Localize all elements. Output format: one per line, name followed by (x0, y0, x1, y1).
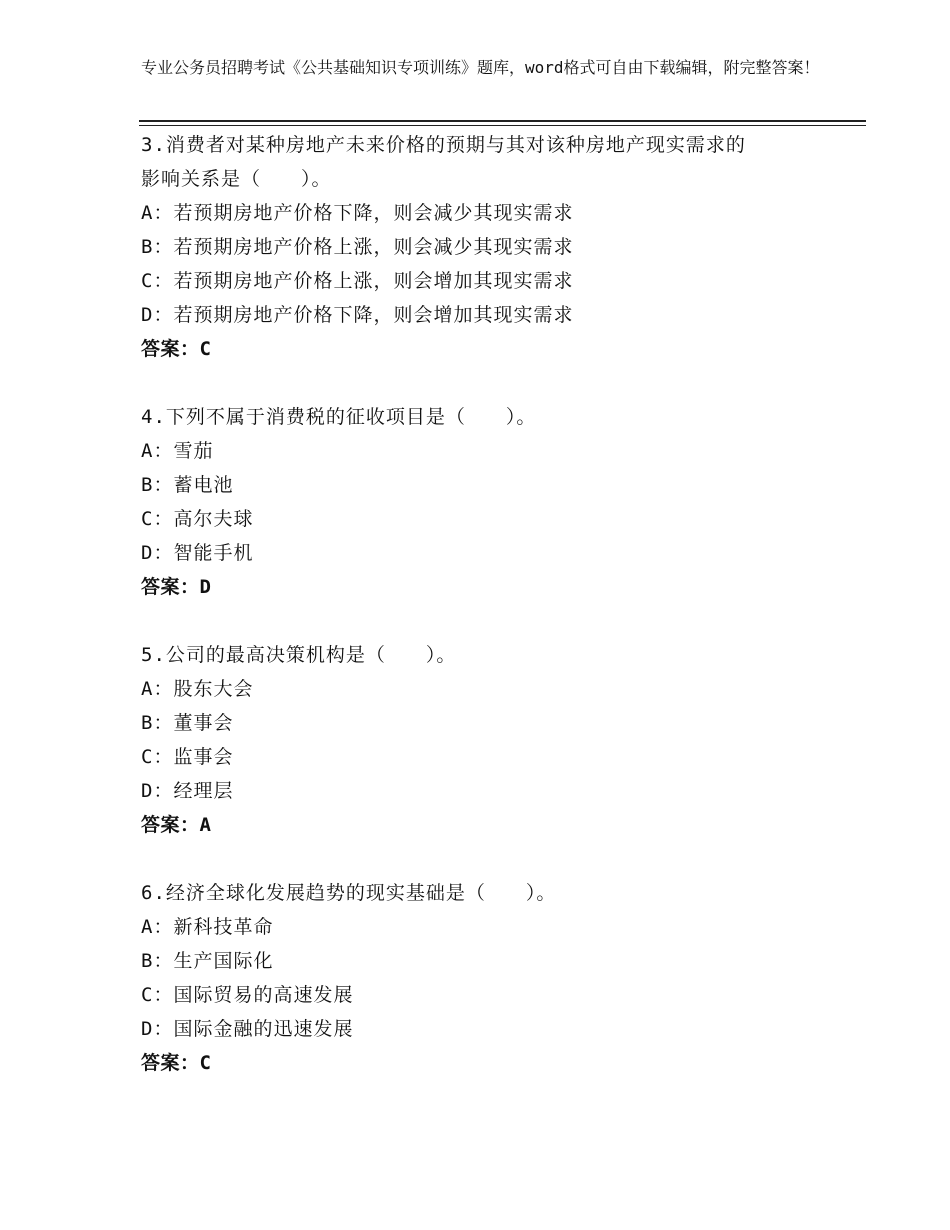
option-a: A：雪茄 (141, 440, 214, 462)
option-d: D：经理层 (141, 780, 234, 802)
option-c: C：监事会 (141, 746, 234, 768)
question-6 (141, 876, 861, 1080)
question-list (141, 128, 861, 1114)
question-5 (141, 638, 861, 842)
header-rule-thick (139, 120, 866, 122)
question-3 (141, 128, 861, 366)
document-header: 专业公务员招聘考试《公共基础知识专项训练》题库，word格式可自由下载编辑，附完整答案！ (141, 58, 820, 77)
option-a: A：股东大会 (141, 678, 254, 700)
option-a: A：若预期房地产价格下降，则会减少其现实需求 (141, 202, 574, 224)
option-c: C：国际贸易的高速发展 (141, 984, 354, 1006)
question-stem: 3.消费者对某种房地产未来价格的预期与其对该种房地产现实需求的 (141, 134, 746, 156)
question-stem-cont: 影响关系是（ ）。 (141, 168, 332, 190)
option-d: D：若预期房地产价格下降，则会增加其现实需求 (141, 304, 574, 326)
option-c: C：若预期房地产价格上涨，则会增加其现实需求 (141, 270, 574, 292)
option-b: B：若预期房地产价格上涨，则会减少其现实需求 (141, 236, 574, 258)
option-a: A：新科技革命 (141, 916, 274, 938)
question-stem: 4.下列不属于消费税的征收项目是（ ）。 (141, 406, 537, 428)
option-b: B：董事会 (141, 712, 234, 734)
answer: 答案：C (141, 1052, 212, 1074)
question-4 (141, 400, 861, 604)
answer: 答案：A (141, 814, 212, 836)
option-d: D：智能手机 (141, 542, 254, 564)
question-stem: 5.公司的最高决策机构是（ ）。 (141, 644, 457, 666)
header-rule-thin (139, 125, 866, 126)
option-d: D：国际金融的迅速发展 (141, 1018, 354, 1040)
option-c: C：高尔夫球 (141, 508, 254, 530)
answer: 答案：C (141, 338, 212, 360)
option-b: B：蓄电池 (141, 474, 234, 496)
question-stem: 6.经济全球化发展趋势的现实基础是（ ）。 (141, 882, 557, 904)
answer: 答案：D (141, 576, 212, 598)
option-b: B：生产国际化 (141, 950, 274, 972)
